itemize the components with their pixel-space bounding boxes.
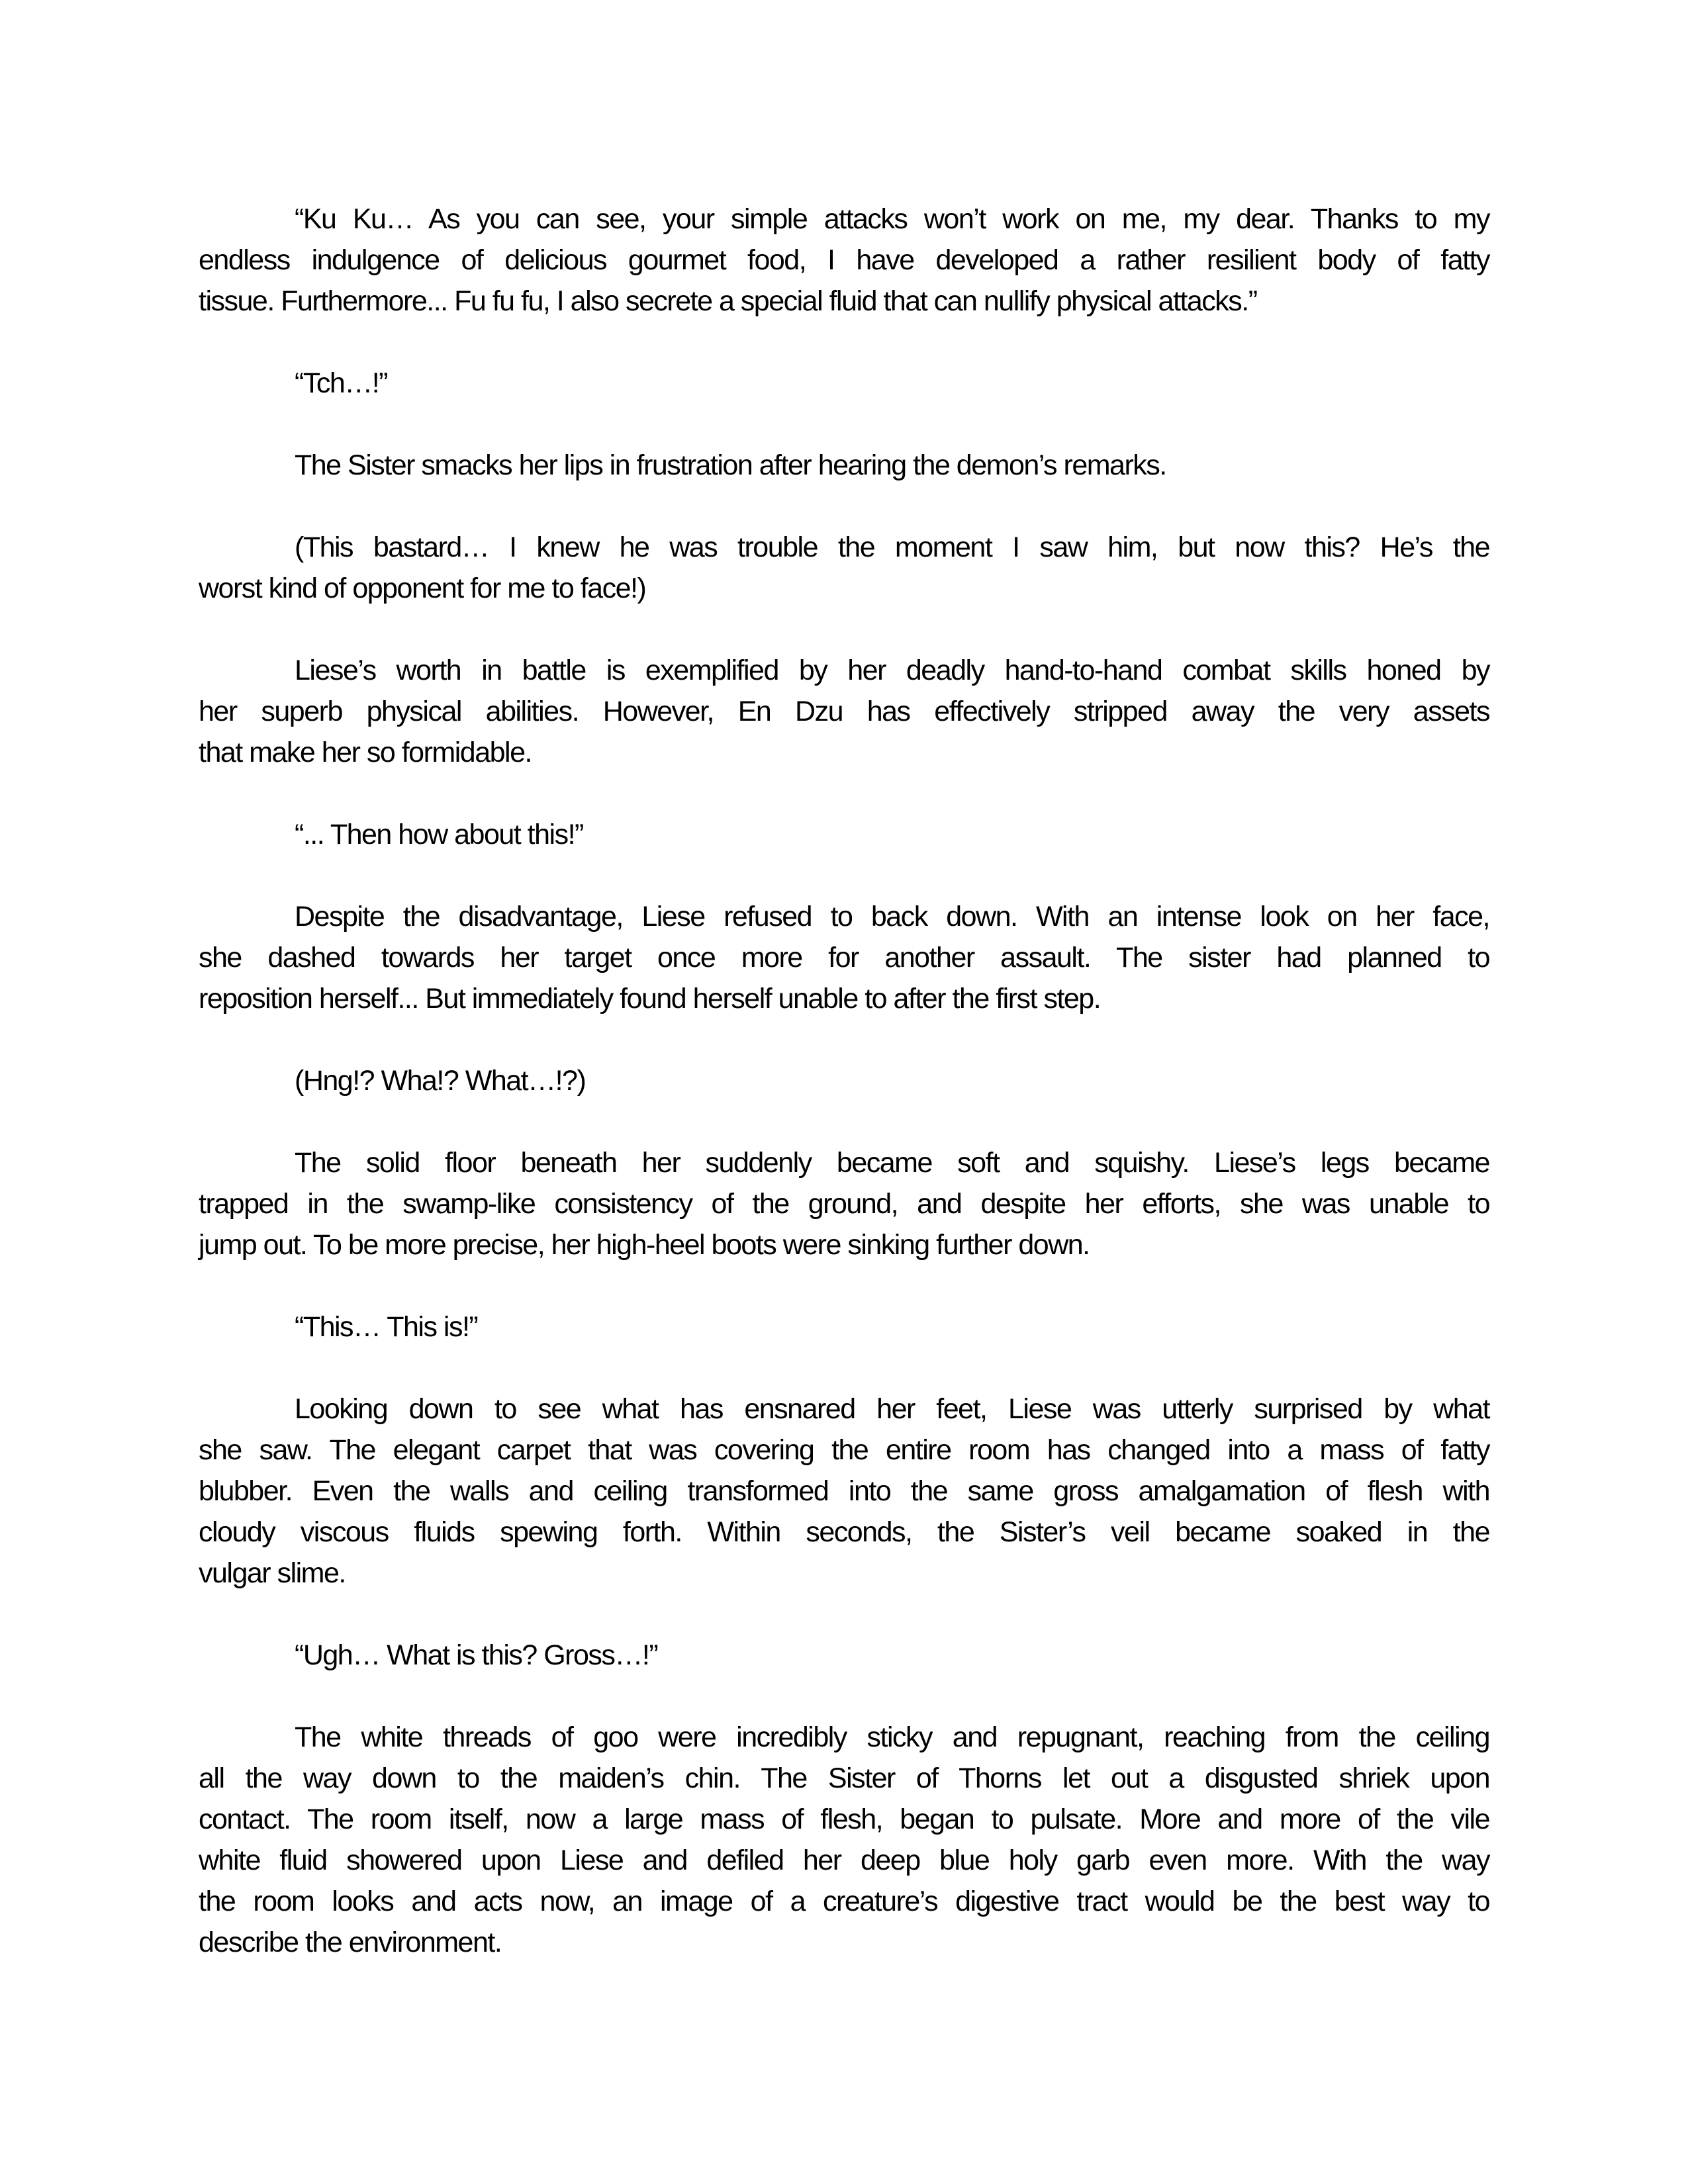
paragraph [199, 1388, 1489, 1594]
text-line: all the way down to the maiden’s chin. The Sister of Thorns let out a disgusted shriek upon [199, 1762, 1489, 1794]
text-line: white fluid showered upon Liese and defiled her deep blue holy garb even more. With the way [199, 1844, 1489, 1876]
text-line: the room looks and acts now, an image of a creature’s digestive tract would be the best way to [199, 1886, 1489, 1917]
paragraph [199, 445, 1489, 486]
text-line: (This bastard… I knew he was trouble the moment I saw him, but now this? He’s the [295, 531, 1489, 563]
text-line: vulgar slime. [199, 1557, 346, 1589]
text-line: describe the environment. [199, 1927, 502, 1958]
paragraph [199, 650, 1489, 773]
text-line: Liese’s worth in battle is exemplified by her deadly hand-to-hand combat skills honed by [295, 655, 1489, 686]
text-line: that make her so formidable. [199, 737, 532, 768]
paragraph [199, 199, 1489, 322]
text-line: The solid floor beneath her suddenly became soft and squishy. Liese’s legs became [295, 1147, 1489, 1179]
paragraph [199, 527, 1489, 609]
text-line: “Ku Ku… As you can see, your simple attacks won’t work on me, my dear. Thanks to my [295, 203, 1489, 235]
paragraph [199, 814, 1489, 855]
paragraph [199, 1142, 1489, 1265]
text-line: Looking down to see what has ensnared her feet, Liese was utterly surprised by what [295, 1393, 1489, 1425]
text-line: she saw. The elegant carpet that was covering the entire room has changed into a mass of fatty [199, 1434, 1489, 1466]
text-line: Despite the disadvantage, Liese refused to back down. With an intense look on her face, [295, 901, 1489, 933]
text-line: reposition herself... But immediately found herself unable to after the first step. [199, 983, 1101, 1015]
text-line: trapped in the swamp-like consistency of the ground, and despite her efforts, she was unable to [199, 1188, 1489, 1220]
text-line: “Tch…!” [295, 367, 387, 399]
text-line: she dashed towards her target once more for another assault. The sister had planned to [199, 942, 1489, 974]
text-line: tissue. Furthermore... Fu fu fu, I also secrete a special fluid that can nullify physical attacks.” [199, 285, 1257, 317]
paragraph [199, 896, 1489, 1019]
text-line: The Sister smacks her lips in frustration after hearing the demon’s remarks. [295, 449, 1166, 481]
text-line: endless indulgence of delicious gourmet food, I have developed a rather resilient body of fatty [199, 244, 1489, 276]
paragraph [199, 363, 1489, 404]
text-line: (Hng!? Wha!? What…!?) [295, 1065, 586, 1097]
text-line: “Ugh… What is this? Gross…!” [295, 1639, 658, 1671]
text-line: worst kind of opponent for me to face!) [199, 572, 646, 604]
text-line: contact. The room itself, now a large mass of flesh, began to pulsate. More and more of the vile [199, 1803, 1489, 1835]
page-text [199, 199, 1489, 2004]
paragraph [199, 1306, 1489, 1347]
paragraph [199, 1060, 1489, 1101]
paragraph [199, 1635, 1489, 1676]
text-line: jump out. To be more precise, her high-heel boots were sinking further down. [199, 1229, 1090, 1261]
text-line: blubber. Even the walls and ceiling transformed into the same gross amalgamation of flesh with [199, 1475, 1489, 1507]
text-line: “... Then how about this!” [295, 819, 583, 850]
text-line: cloudy viscous fluids spewing forth. Within seconds, the Sister’s veil became soaked in the [199, 1516, 1489, 1548]
text-line: The white threads of goo were incredibly sticky and repugnant, reaching from the ceiling [295, 1721, 1489, 1753]
text-line: her superb physical abilities. However, En Dzu has effectively stripped away the very assets [199, 696, 1489, 727]
text-line: “This… This is!” [295, 1311, 478, 1343]
paragraph [199, 1717, 1489, 1963]
